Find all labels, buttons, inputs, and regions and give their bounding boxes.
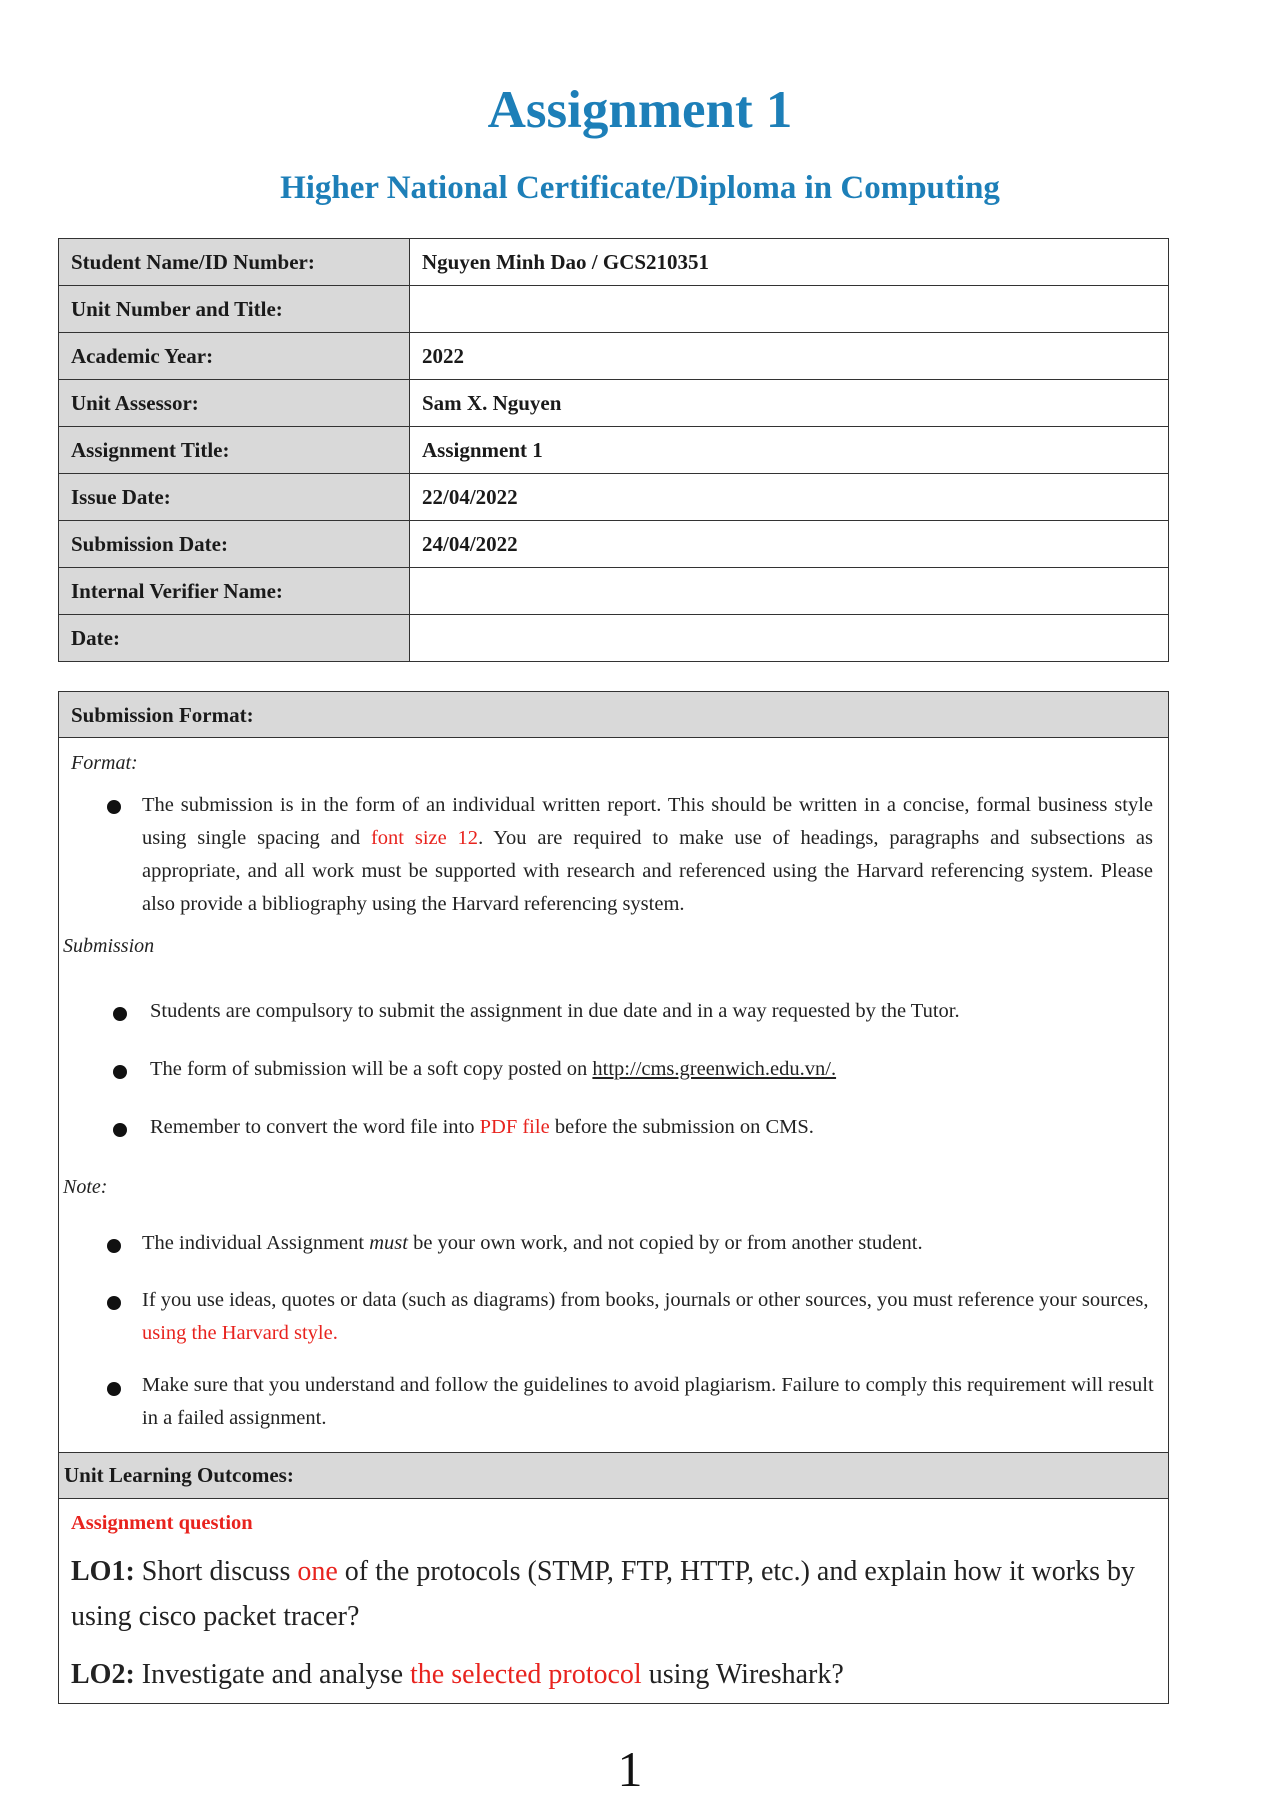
cms-link[interactable]: http://cms.greenwich.edu.vn/. [592, 1058, 837, 1080]
info-label: Academic Year: [59, 333, 410, 380]
submission-label: Submission [63, 935, 155, 957]
info-label: Student Name/ID Number: [59, 239, 410, 286]
bullet-icon [107, 1239, 121, 1253]
format-highlight: font size 12 [370, 827, 479, 849]
assignment-info-table [58, 238, 1169, 662]
harvard-highlight: using the Harvard style. [142, 1322, 338, 1344]
bullet-icon [113, 1065, 127, 1079]
info-row [59, 286, 1169, 333]
pdf-highlight: PDF file [479, 1116, 550, 1138]
lo1-highlight: one [297, 1556, 338, 1587]
page-title: Assignment 1 [487, 81, 793, 139]
info-label: Unit Number and Title: [59, 286, 410, 333]
pdf-text: Remember to convert the word file into [150, 1116, 480, 1138]
info-label: Submission Date: [59, 521, 410, 568]
info-row [59, 474, 1169, 521]
info-value: 24/04/2022 [410, 521, 1169, 568]
info-row [59, 380, 1169, 427]
info-row [59, 333, 1169, 380]
bullet-icon [107, 800, 121, 814]
lo1-text: Short discuss [134, 1556, 298, 1587]
bullet-icon [113, 1007, 127, 1021]
pdf-text-continued: before the submission on CMS. [549, 1116, 814, 1138]
own-work-text-continued: be your own work, and not copied by or from another student. [407, 1232, 923, 1254]
note-bullet-references [142, 1284, 1153, 1350]
submission-bullet-pdf [150, 1111, 814, 1144]
info-value: Nguyen Minh Dao / GCS210351 [410, 239, 1169, 286]
info-label: Unit Assessor: [59, 380, 410, 427]
note-bullet-own-work [142, 1227, 923, 1260]
soft-copy-text: The form of submission will be a soft copy posted on [150, 1058, 593, 1080]
info-row [59, 568, 1169, 615]
format-paragraph [142, 789, 1153, 921]
info-value [410, 286, 1169, 333]
page-number: 1 [617, 1741, 643, 1797]
info-value: Sam X. Nguyen [410, 380, 1169, 427]
info-row [59, 427, 1169, 474]
references-text: If you use ideas, quotes or data (such as diagrams) from books, journals or other sources, you must reference your sources, [142, 1289, 1149, 1311]
format-text-continued: . You are required to make use of headings, paragraphs and subsections as appropriate, and all work must be supported with research and referenced using the Harvard referencing system. Please also provide a bibliography using the Harvard referencing system. [142, 827, 1153, 915]
info-value [410, 615, 1169, 662]
submission-bullet-soft-copy [150, 1053, 836, 1086]
info-label: Issue Date: [59, 474, 410, 521]
lo1-text-continued: of the protocols (STMP, FTP, HTTP, etc.) and explain how it works by using cisco packet tracer? [71, 1556, 1135, 1632]
lo2-highlight: the selected protocol [410, 1659, 642, 1690]
lo2-text: Investigate and analyse [134, 1659, 411, 1690]
submission-format-box [58, 691, 1169, 1704]
page-subtitle: Higher National Certificate/Diploma in Computing [280, 170, 1000, 206]
bullet-icon [107, 1382, 121, 1396]
info-value [410, 568, 1169, 615]
format-text: The submission is in the form of an individual written report. This should be written in a concise, formal business style using single spacing and [142, 794, 1153, 849]
unit-learning-outcomes-header: Unit Learning Outcomes: [59, 1452, 1168, 1499]
lo2-question [71, 1652, 1151, 1697]
lo2-text-continued: using Wireshark? [641, 1659, 844, 1690]
bullet-icon [113, 1123, 127, 1137]
submission-format-header: Submission Format: [59, 692, 1168, 738]
info-row [59, 239, 1169, 286]
submission-bullet-due-date: Students are compulsory to submit the assignment in due date and in a way requested by the Tutor. [150, 1000, 960, 1022]
info-value: Assignment 1 [410, 427, 1169, 474]
own-work-text: The individual Assignment [142, 1232, 370, 1254]
info-value: 2022 [410, 333, 1169, 380]
info-label: Internal Verifier Name: [59, 568, 410, 615]
info-label: Date: [59, 615, 410, 662]
note-bullet-plagiarism: Make sure that you understand and follow the guidelines to avoid plagiarism. Failure to comply this requirement will result in a failed assignment. [142, 1374, 1154, 1429]
assignment-question-label: Assignment question [71, 1512, 253, 1534]
info-row [59, 521, 1169, 568]
lo2-label: LO2: [71, 1659, 135, 1690]
note-label: Note: [63, 1176, 108, 1198]
info-value: 22/04/2022 [410, 474, 1169, 521]
format-label: Format: [71, 752, 138, 774]
bullet-icon [107, 1296, 121, 1310]
lo1-label: LO1: [71, 1556, 135, 1587]
info-row [59, 615, 1169, 662]
own-work-emphasis: must [369, 1232, 408, 1254]
info-label: Assignment Title: [59, 427, 410, 474]
lo1-question [71, 1549, 1151, 1639]
